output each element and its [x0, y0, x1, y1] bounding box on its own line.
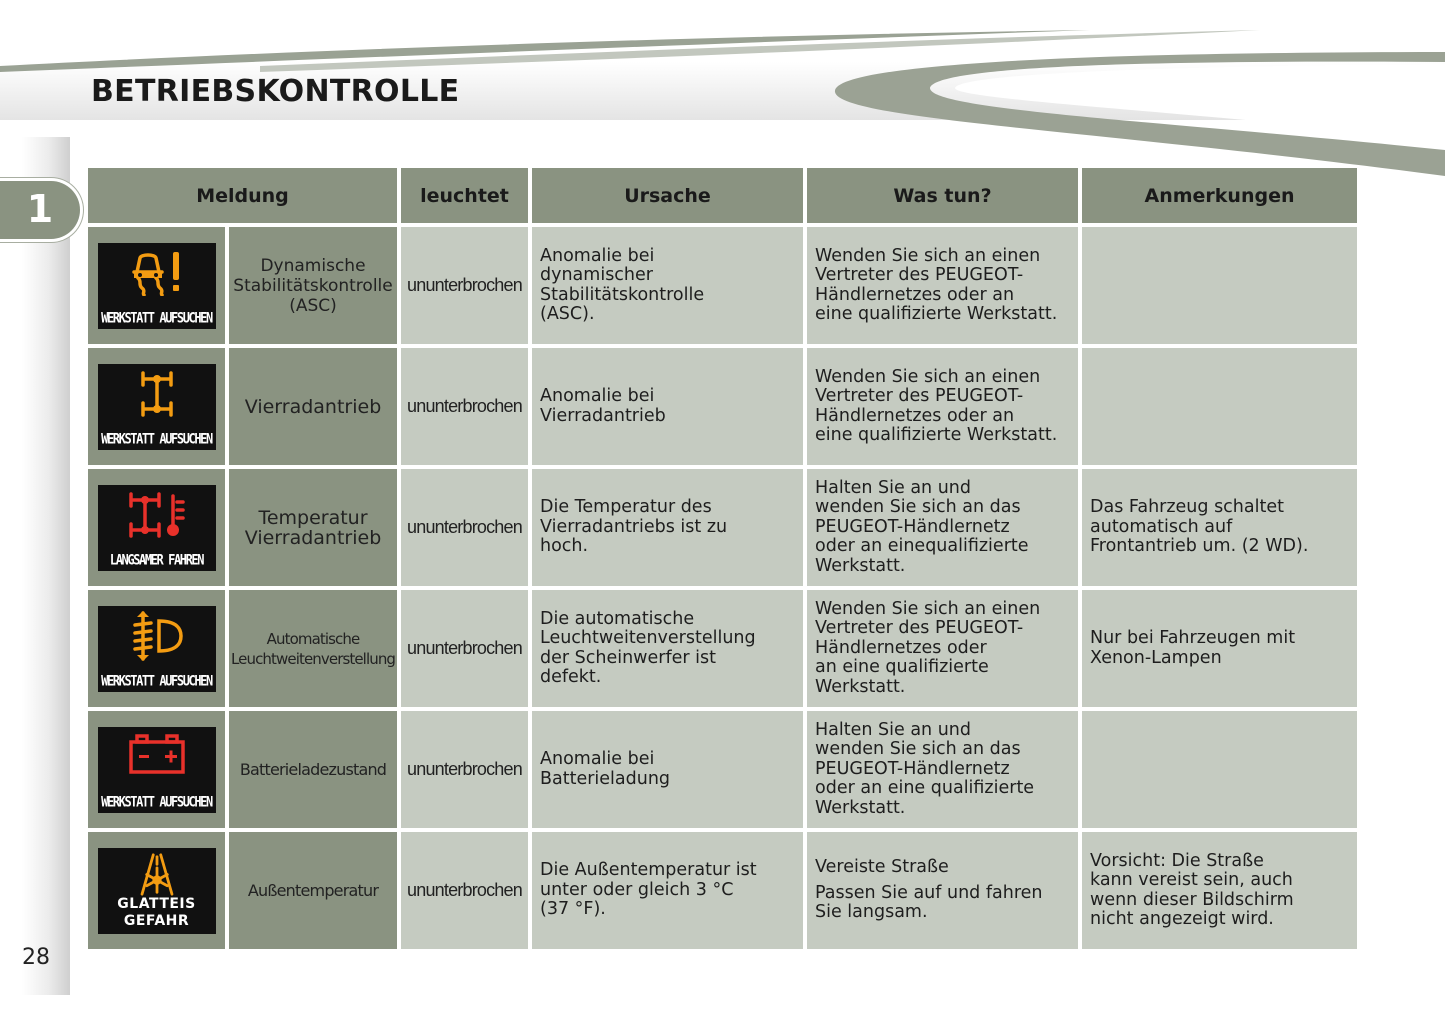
warning-display-cell: [88, 469, 225, 586]
was-tun-paragraph-2: Passen Sie auf und fahren Sie langsam.: [815, 882, 1043, 923]
leuchtet-cell: ununterbrochen: [401, 590, 528, 707]
leuchtet-cell: ununterbrochen: [401, 832, 528, 949]
column-header-leuchtet: leuchtet: [401, 168, 528, 223]
anmerkungen-cell: [1082, 348, 1357, 465]
display-message: WERKSTATT AUFSUCHEN: [101, 793, 212, 810]
ursache-cell: Anomalie bei dynamischer Stabilitätskontrolle (ASC).: [532, 227, 803, 344]
ursache-cell: Die automatische Leuchtweitenverstellung der Scheinwerfer ist defekt.: [532, 590, 803, 707]
was-tun-cell: Wenden Sie sich an einen Vertreter des PEUGEOT- Händlernetzes oder an eine qualifizierte Werkstatt.: [807, 590, 1078, 707]
warning-display-cell: [88, 711, 225, 828]
warning-display-cell: [88, 227, 225, 344]
four-wheel-drive-temperature-icon: [125, 490, 189, 540]
warning-display: [98, 848, 216, 934]
leuchtet-cell: ununterbrochen: [401, 348, 528, 465]
warning-display-cell: [88, 832, 225, 949]
page-title: BETRIEBSKONTROLLE: [91, 74, 460, 109]
column-header-meldung: Meldung: [88, 168, 397, 223]
warning-display: [98, 364, 216, 450]
headlamp-leveling-icon: [129, 611, 185, 661]
warning-messages-table: [88, 168, 1357, 949]
column-header-anmerkungen: Anmerkungen: [1082, 168, 1357, 223]
anmerkungen-cell: Vorsicht: Die Straße kann vereist sein, auch wenn dieser Bildschirm nicht angezeigt wird.: [1082, 832, 1357, 949]
warning-display: [98, 606, 216, 692]
was-tun-cell: Wenden Sie sich an einen Vertreter des PEUGEOT- Händlernetzes oder an eine qualifizierte Werkstatt.: [807, 227, 1078, 344]
icy-road-warning-icon: [133, 853, 181, 896]
column-header-was-tun: Was tun?: [807, 168, 1078, 223]
warning-display: [98, 727, 216, 813]
chapter-tab: [0, 181, 80, 239]
was-tun-paragraph: Vereiste Straße: [815, 857, 949, 878]
display-message: GLATTEIS GEFAHR: [117, 895, 196, 929]
chapter-number: 1: [26, 187, 54, 231]
leuchtet-cell: ununterbrochen: [401, 711, 528, 828]
battery-warning-icon: [127, 732, 187, 776]
was-tun-cell: Wenden Sie sich an einen Vertreter des PEUGEOT- Händlernetzes oder an eine qualifizierte Werkstatt.: [807, 348, 1078, 465]
four-wheel-drive-warning-icon: [137, 369, 177, 419]
ursache-cell: Anomalie bei Vierradantrieb: [532, 348, 803, 465]
ursache-cell: Die Temperatur des Vierradantriebs ist zu hoch.: [532, 469, 803, 586]
display-message: LANGSAMER FAHREN: [109, 551, 204, 568]
was-tun-cell: Halten Sie an und wenden Sie sich an das PEUGEOT-Händlernetz oder an eine qualifizierte Werkstatt.: [807, 711, 1078, 828]
warning-display: [98, 485, 216, 571]
display-message: WERKSTATT AUFSUCHEN: [101, 430, 212, 447]
column-header-ursache: Ursache: [532, 168, 803, 223]
anmerkungen-cell: Das Fahrzeug schaltet automatisch auf Frontantrieb um. (2 WD).: [1082, 469, 1357, 586]
anmerkungen-cell: [1082, 711, 1357, 828]
meldung-cell: Dynamische Stabilitätskontrolle (ASC): [229, 227, 397, 344]
meldung-cell: Batterieladezustand: [229, 711, 397, 828]
anmerkungen-cell: Nur bei Fahrzeugen mit Xenon-Lampen: [1082, 590, 1357, 707]
stability-control-warning-icon: [129, 248, 185, 296]
warning-display-cell: [88, 348, 225, 465]
ursache-cell: Die Außentemperatur ist unter oder gleich 3 °C (37 °F).: [532, 832, 803, 949]
meldung-cell: Temperatur Vierradantrieb: [229, 469, 397, 586]
warning-display-cell: [88, 590, 225, 707]
display-message: WERKSTATT AUFSUCHEN: [101, 672, 212, 689]
page-number: 28: [22, 945, 50, 970]
meldung-cell: Automatische Leuchtweitenverstellung: [229, 590, 397, 707]
leuchtet-cell: ununterbrochen: [401, 469, 528, 586]
side-strip: [22, 137, 70, 995]
leuchtet-cell: ununterbrochen: [401, 227, 528, 344]
was-tun-cell: Halten Sie an und wenden Sie sich an das PEUGEOT-Händlernetz oder an einequalifizierte Werkstatt.: [807, 469, 1078, 586]
ursache-cell: Anomalie bei Batterieladung: [532, 711, 803, 828]
was-tun-cell: [807, 832, 1078, 949]
warning-display: [98, 243, 216, 329]
display-message: WERKSTATT AUFSUCHEN: [101, 309, 212, 326]
meldung-cell: Außentemperatur: [229, 832, 397, 949]
anmerkungen-cell: [1082, 227, 1357, 344]
meldung-cell: Vierradantrieb: [229, 348, 397, 465]
